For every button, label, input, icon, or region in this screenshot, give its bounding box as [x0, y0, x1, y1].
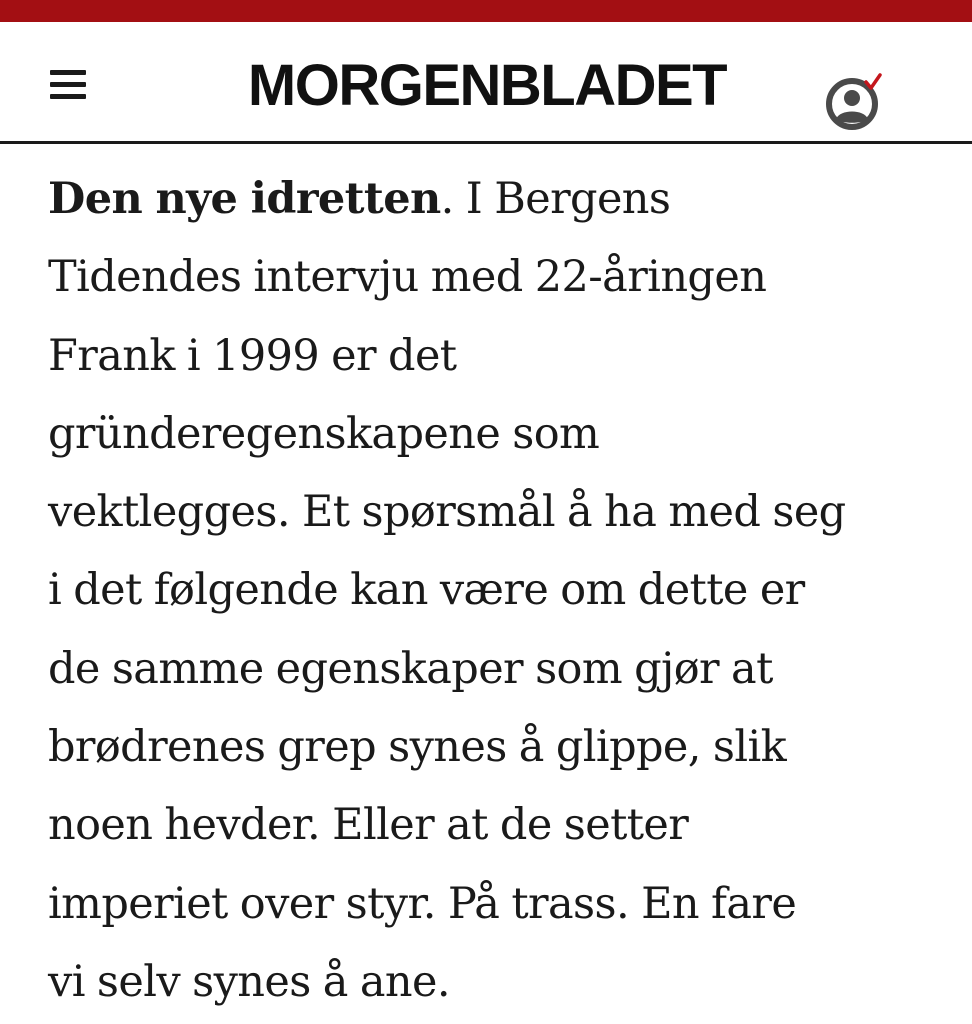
article-line-9: noen hevder. Eller at de setter: [48, 800, 689, 851]
hamburger-menu-icon: [50, 70, 86, 75]
hamburger-menu-icon: [50, 82, 86, 87]
article-line-2: Tidendes intervju med 22-åringen: [48, 252, 767, 303]
user-account-icon: [822, 70, 890, 138]
article-line-7: de samme egenskaper som gjør at: [48, 643, 773, 694]
article-line-6: i det følgende kan være om dette er: [48, 565, 805, 616]
site-logo[interactable]: MORGENBLADET: [247, 52, 727, 118]
site-header: [0, 22, 972, 144]
article-line-text: . I Bergens: [440, 174, 671, 224]
hamburger-menu-icon: [50, 94, 86, 99]
article-line-4: gründeregenskapene som: [48, 408, 600, 459]
article-line-8: brødrenes grep synes å glippe, slik: [48, 722, 787, 773]
article-lead: Den nye idretten: [48, 174, 441, 224]
account-button[interactable]: [822, 70, 890, 138]
article-body: [48, 160, 948, 1021]
article-line-11: vi selv synes å ane.: [48, 956, 450, 1007]
article-line-3: Frank i 1999 er det: [48, 330, 457, 381]
article-line-10: imperiet over styr. På trass. En fare: [48, 878, 797, 929]
article-line-5: vektlegges. Et spørsmål å ha med seg: [48, 487, 846, 538]
menu-button[interactable]: [50, 62, 94, 106]
article-line-1: [48, 160, 948, 238]
brand-top-bar: [0, 0, 972, 22]
